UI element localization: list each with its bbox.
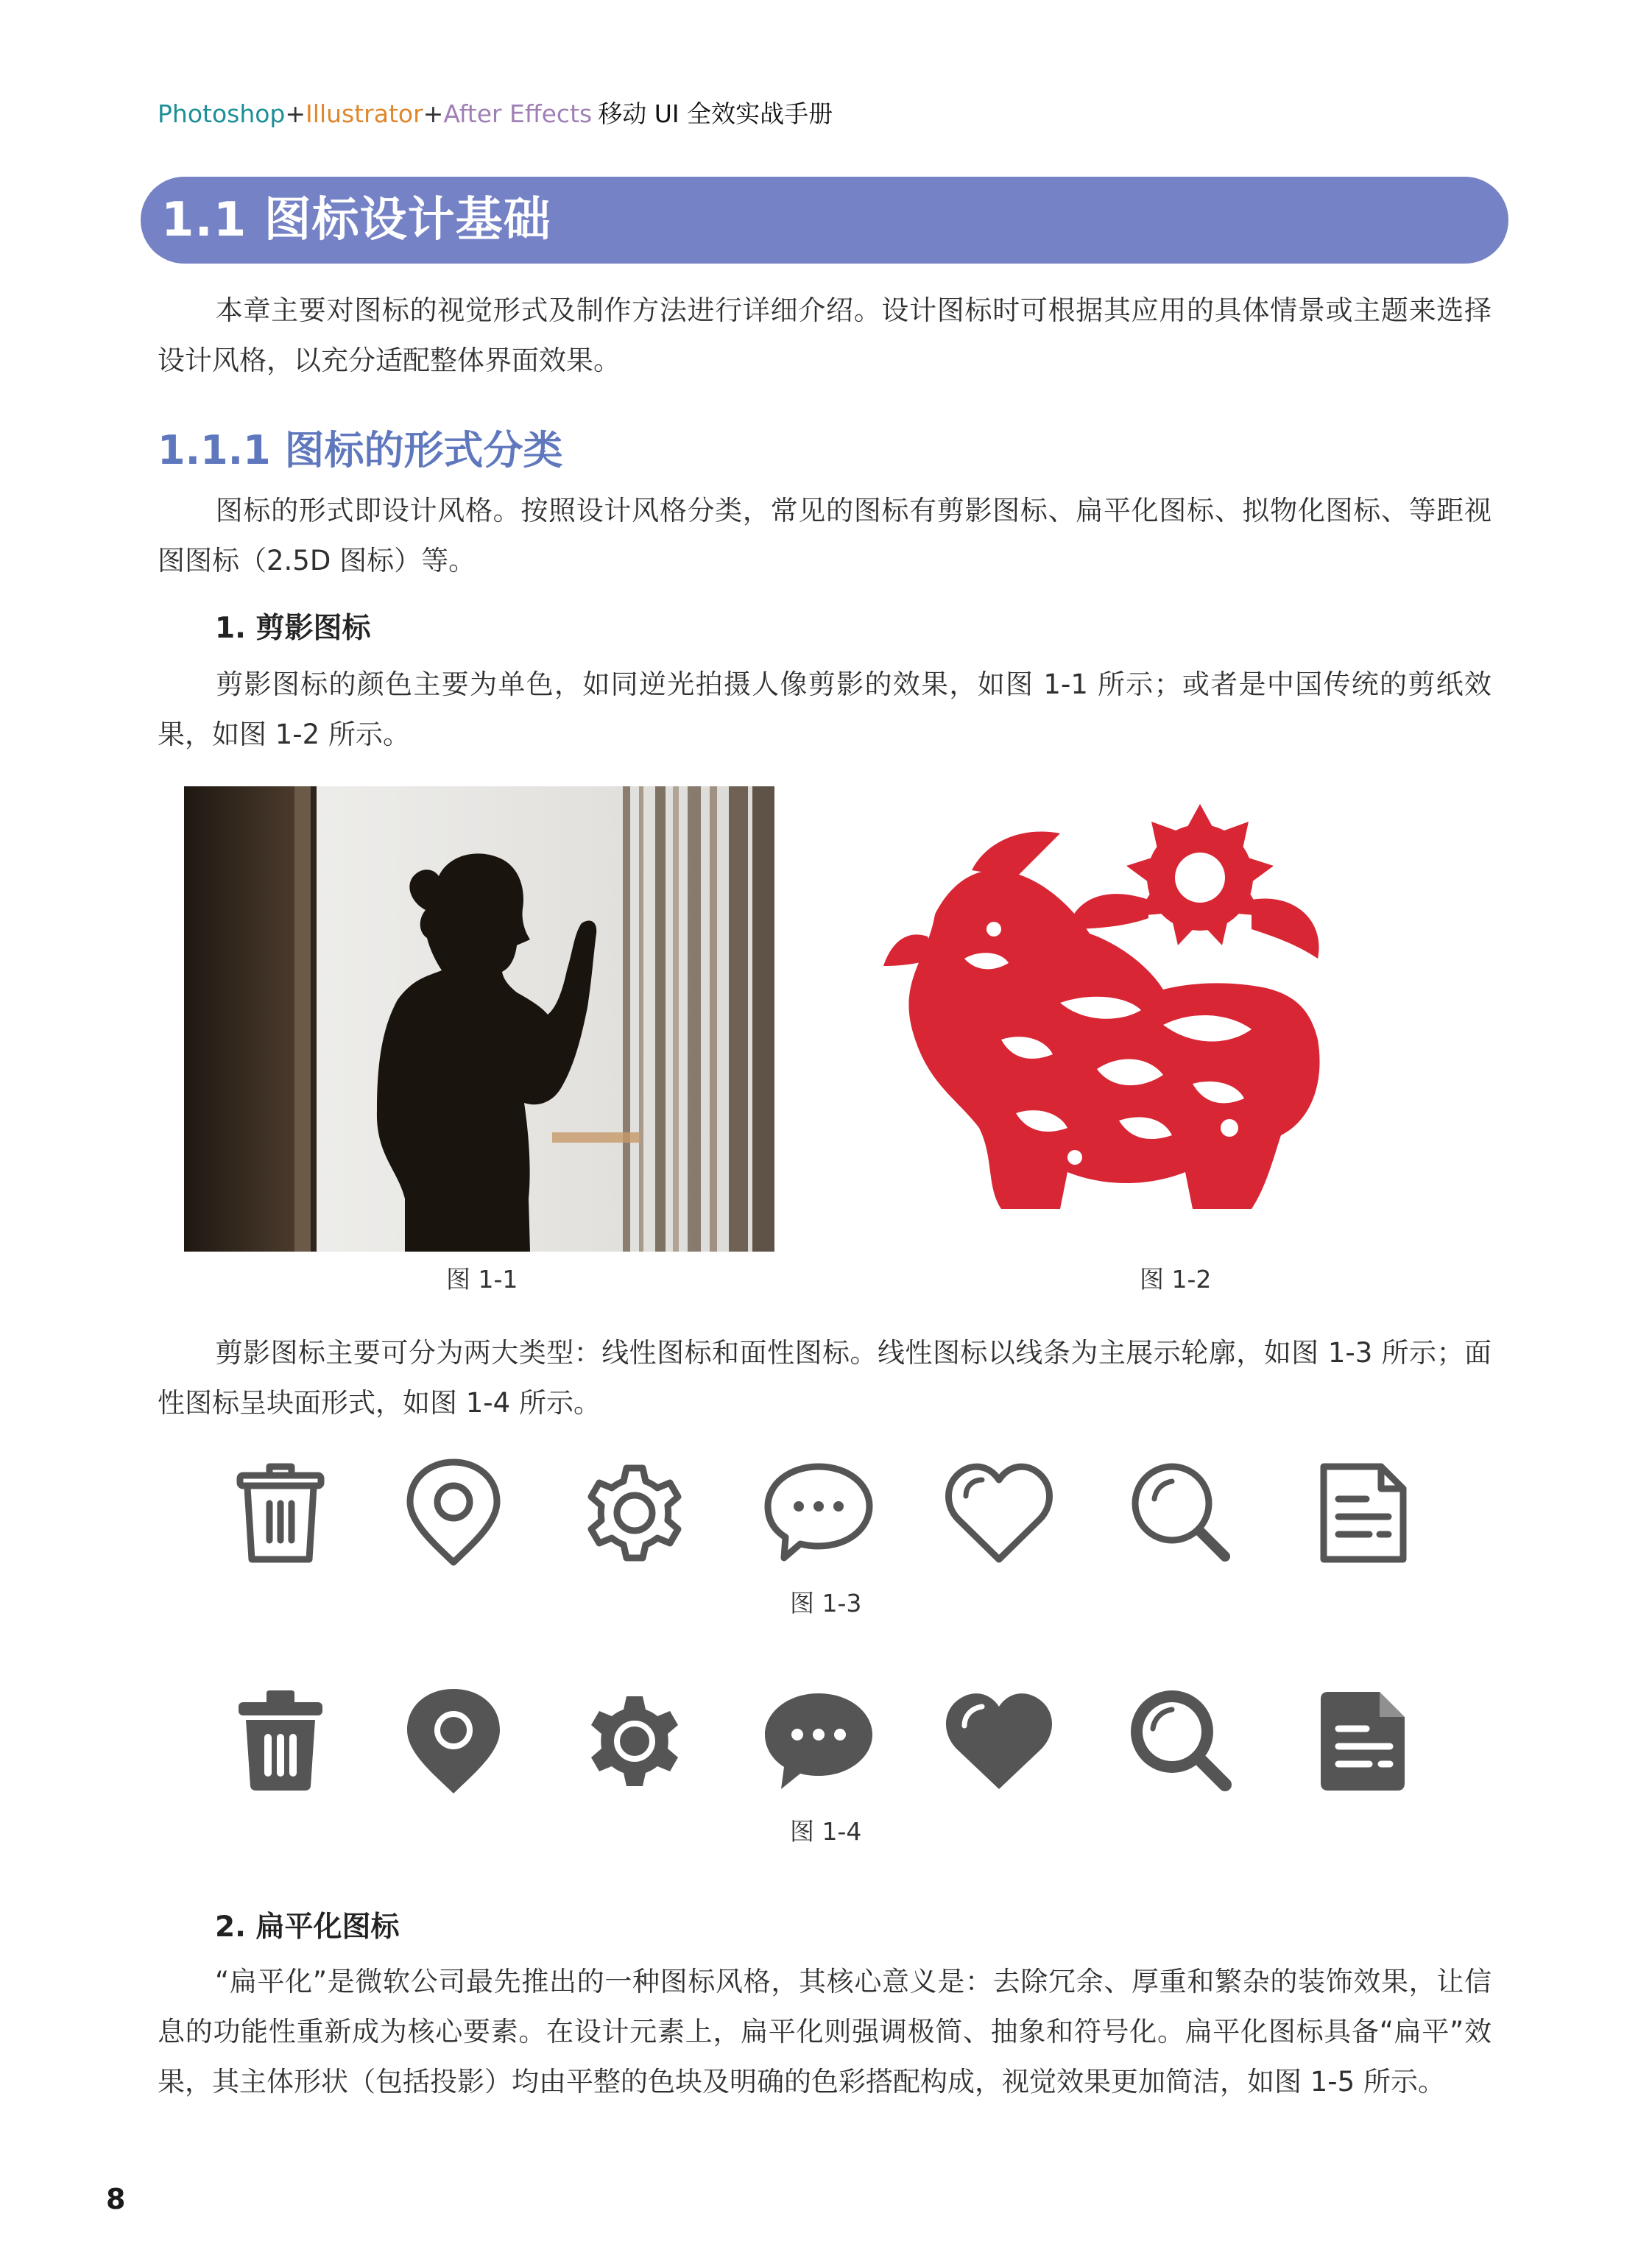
- document-icon: [1307, 1686, 1418, 1796]
- flat-paragraph: [158, 1957, 1492, 2107]
- header-plus-2: +: [423, 99, 444, 128]
- search-icon: [1126, 1458, 1237, 1568]
- chat-bubble-icon: [763, 1686, 874, 1796]
- search-icon: [1126, 1686, 1237, 1796]
- icon-types-paragraph: [158, 1328, 1492, 1428]
- subheading-flat: 2. 扁平化图标: [215, 1911, 400, 1944]
- chapter-banner: [141, 177, 1508, 264]
- header-illustrator: Illustrator: [306, 99, 423, 128]
- header-photoshop: Photoshop: [158, 99, 286, 128]
- section-paragraph: [158, 486, 1492, 586]
- solid-icon-row: [0, 1686, 1652, 1811]
- location-pin-icon: [398, 1458, 509, 1568]
- intro-paragraph: [158, 286, 1492, 386]
- caption-figure-1-1: 图 1-1: [446, 1265, 518, 1294]
- caption-figure-1-4: 图 1-4: [790, 1817, 862, 1846]
- silhouette-text: 剪影图标的颜色主要为单色，如同逆光拍摄人像剪影的效果，如图 1-1 所示；或者是中国传统的剪纸效果，如图 1-2 所示。: [158, 669, 1492, 750]
- caption-figure-1-3: 图 1-3: [790, 1589, 862, 1618]
- silhouette-paragraph: [158, 660, 1492, 760]
- chat-bubble-icon: [763, 1458, 874, 1568]
- intro-text: 本章主要对图标的视觉形式及制作方法进行详细介绍。设计图标时可根据其应用的具体情景或主题来选择设计风格，以充分适配整体界面效果。: [158, 294, 1492, 376]
- silhouette-photo-art: [184, 786, 774, 1252]
- chapter-title: 1.1 图标设计基础: [161, 193, 551, 247]
- header-after-effects: After Effects: [443, 99, 593, 128]
- trash-icon: [225, 1458, 336, 1568]
- caption-figure-1-2: 图 1-2: [1140, 1265, 1212, 1294]
- header-plus-1: +: [285, 99, 306, 128]
- gear-icon: [579, 1686, 690, 1796]
- gear-icon: [579, 1458, 690, 1568]
- silhouette-photo: [184, 786, 774, 1252]
- page-number: 8: [106, 2183, 126, 2215]
- running-header: [158, 96, 833, 133]
- document-icon: [1307, 1458, 1418, 1568]
- flat-text: “扁平化”是微软公司最先推出的一种图标风格，其核心意义是：去除冗余、厚重和繁杂的装饰效果，让信息的功能性重新成为核心要素。在设计元素上，扁平化则强调极简、抽象和符号化。扁平化图标具备“扁平”效果，其主体形状（包括投影）均由平整的色块及明确的色彩搭配构成，视觉效果更加简洁，如图 1-5 所示。: [158, 1966, 1492, 2098]
- papercut-art: [883, 789, 1340, 1231]
- icon-types-text: 剪影图标主要可分为两大类型：线性图标和面性图标。线性图标以线条为主展示轮廓，如图 1-3 所示；面性图标呈块面形式，如图 1-4 所示。: [158, 1337, 1492, 1419]
- section-text: 图标的形式即设计风格。按照设计风格分类，常见的图标有剪影图标、扁平化图标、拟物化图标、等距视图图标（2.5D 图标）等。: [158, 495, 1492, 576]
- heart-icon: [944, 1458, 1054, 1568]
- location-pin-icon: [398, 1686, 509, 1796]
- trash-icon: [225, 1686, 336, 1796]
- line-icon-row: [0, 1458, 1652, 1583]
- subheading-silhouette: 1. 剪影图标: [215, 612, 371, 645]
- header-book-title: 移动 UI 全效实战手册: [598, 99, 833, 128]
- heart-icon: [944, 1686, 1054, 1796]
- section-title: 1.1.1 图标的形式分类: [158, 427, 563, 473]
